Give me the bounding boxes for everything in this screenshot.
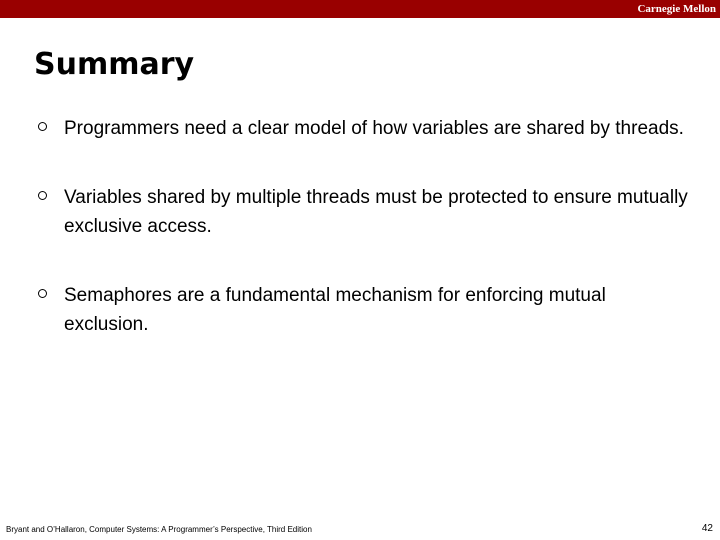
bullet-item — [34, 281, 694, 339]
hollow-circle-icon — [38, 122, 47, 131]
hollow-circle-icon — [38, 289, 47, 298]
footer-citation: Bryant and O’Hallaron, Computer Systems: A Programmer’s Perspective, Third Edition — [6, 525, 312, 534]
bullet-text: Variables shared by multiple threads must be protected to ensure mutually exclusive access. — [64, 187, 688, 237]
bullet-item — [34, 114, 694, 143]
bullet-item — [34, 183, 694, 241]
bullet-text: Semaphores are a fundamental mechanism for enforcing mutual exclusion. — [64, 285, 606, 335]
header-bar — [0, 0, 720, 18]
bullet-list — [34, 114, 694, 379]
page-number: 42 — [701, 523, 713, 534]
brand-label: Carnegie Mellon — [637, 3, 716, 15]
bullet-text: Programmers need a clear model of how variables are shared by threads. — [64, 118, 684, 139]
hollow-circle-icon — [38, 191, 47, 200]
slide-title: Summary — [34, 47, 195, 82]
